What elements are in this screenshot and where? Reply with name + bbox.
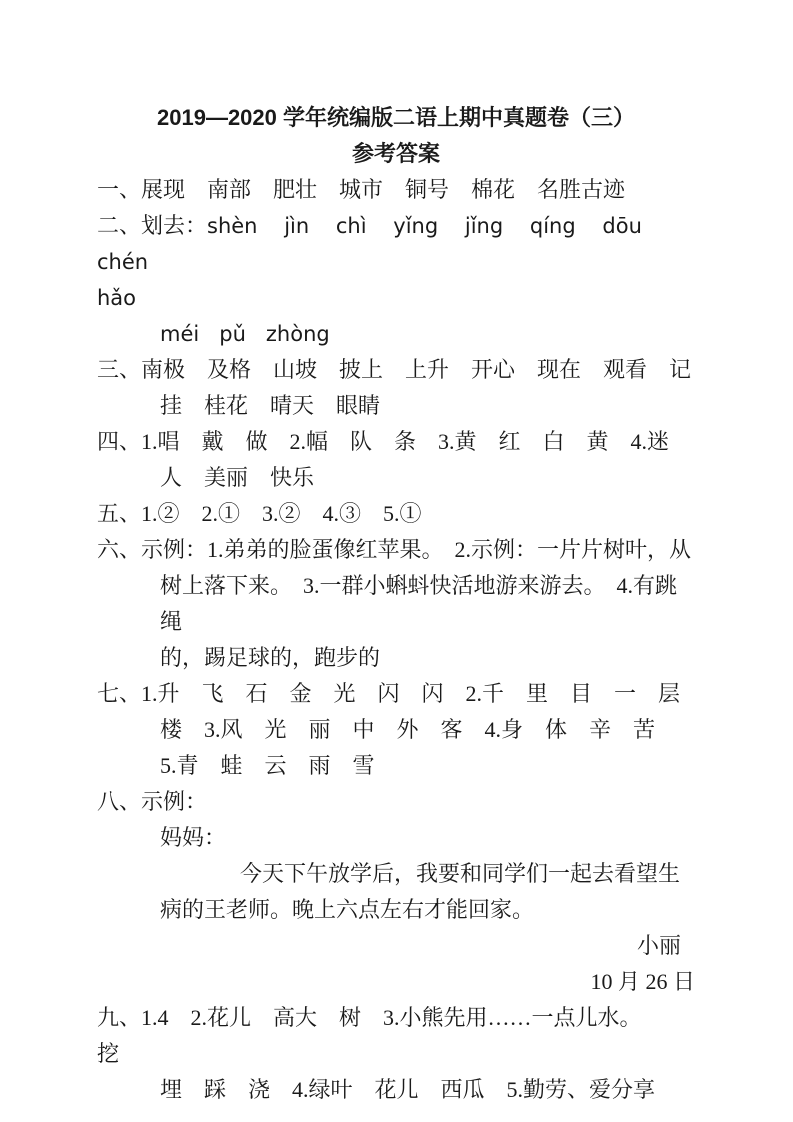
q8-note-signature: 小丽 xyxy=(636,933,681,958)
answer-line-q5: 五、1.② 2.① 3.② 4.③ 5.① xyxy=(97,501,422,526)
q8-note-date: 10 月 26 日 xyxy=(590,969,695,994)
q2-label: 二、划去： xyxy=(97,213,208,238)
answer-line-q6-cont2: 的，踢足球的，跑步的 xyxy=(160,645,381,670)
answer-line-q2-cont1: hǎo xyxy=(97,286,137,310)
answer-line-q4: 四、1.唱 戴 做 2.幅 队 条 3.黄 红 白 黄 4.迷 xyxy=(97,429,670,454)
answer-line-q4-cont: 人 美丽 快乐 xyxy=(160,465,315,490)
answer-line-q9-cont: 埋 踩 浇 4.绿叶 花儿 西瓜 5.勤劳、爱分享 xyxy=(160,1077,656,1102)
answer-line-q7: 七、1.升 飞 石 金 光 闪 闪 2.千 里 目 一 层 xyxy=(97,681,681,706)
answer-line-q8: 八、示例： xyxy=(97,789,208,814)
q8-note-body-line1: 今天下午放学后，我要和同学们一起去看望生 xyxy=(240,861,681,886)
answer-line-q2-cont2: méi pǔ zhòng xyxy=(160,322,330,346)
q2-pinyin-row1: shèn jìn chì yǐng jǐng qíng dōu chén xyxy=(97,214,669,274)
answer-line-q6-cont1: 树上落下来。 3.一群小蝌蚪快活地游来游去。 4.有跳绳 xyxy=(160,573,678,634)
q8-note-body-line2: 病的王老师。晚上六点左右才能回家。 xyxy=(160,897,535,922)
answer-key-heading: 参考答案 xyxy=(351,141,440,166)
exam-title: 2019—2020 学年统编版二语上期中真题卷（三） xyxy=(157,105,635,130)
answer-line-q9: 九、1.4 2.花儿 高大 树 3.小熊先用……一点儿水。 挖 xyxy=(97,1005,675,1066)
answer-line-q6: 六、示例：1.弟弟的脸蛋像红苹果。 2.示例：一片片树叶，从 xyxy=(97,537,692,562)
answer-line-q2 xyxy=(97,208,695,280)
answer-line-q3: 三、南极 及格 山坡 披上 上升 开心 现在 观看 记 xyxy=(97,357,692,382)
answer-line-q1: 一、展现 南部 肥壮 城市 铜号 棉花 名胜古迹 xyxy=(97,177,626,202)
answer-line-q7-cont2: 5.青 蛙 云 雨 雪 xyxy=(160,753,375,778)
answer-line-q3-cont: 挂 桂花 晴天 眼睛 xyxy=(160,393,381,418)
q8-note-salutation: 妈妈： xyxy=(160,825,227,850)
answer-line-q7-cont1: 楼 3.风 光 丽 中 外 客 4.身 体 辛 苦 xyxy=(160,717,656,742)
